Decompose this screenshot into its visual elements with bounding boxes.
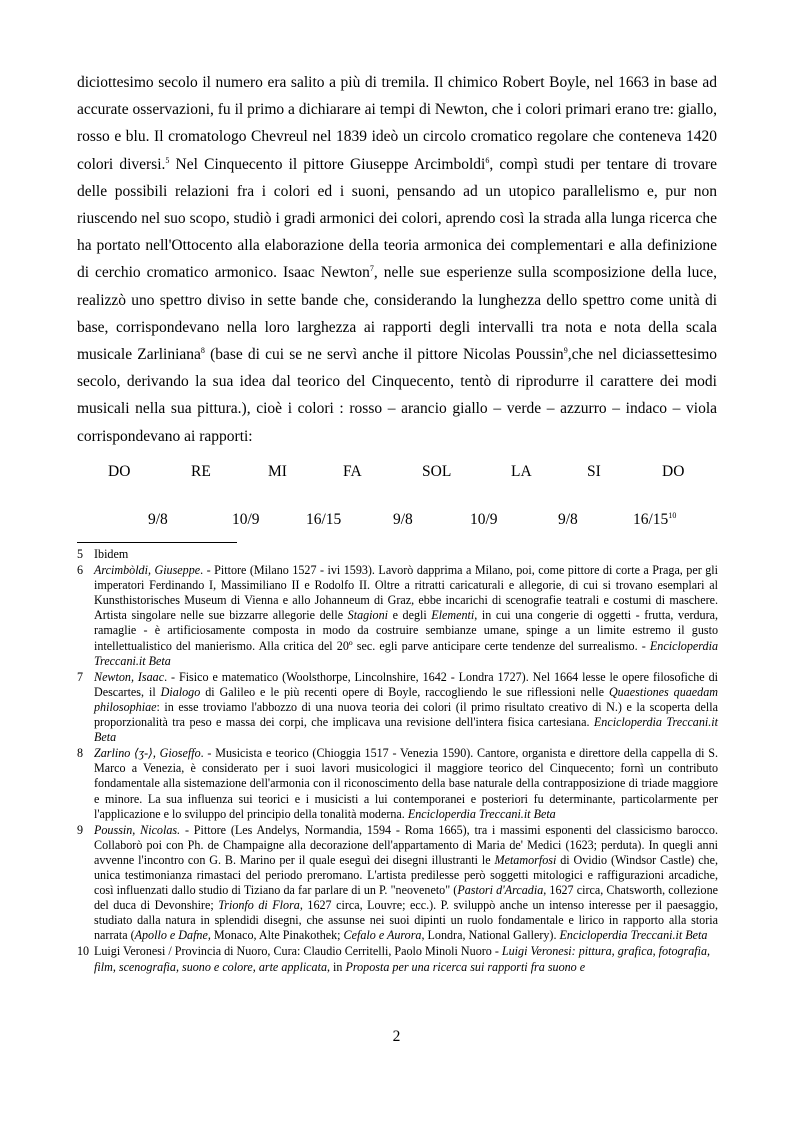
note-label: MI bbox=[268, 463, 287, 480]
footnote-ref-6[interactable]: 6 bbox=[485, 155, 490, 165]
footnote-ref-9[interactable]: 9 bbox=[563, 345, 568, 355]
footnote-number: 9 bbox=[77, 822, 84, 837]
footnote-10 bbox=[77, 944, 718, 974]
footnote-number: 10 bbox=[77, 944, 90, 959]
italic-title: Proposta per una ricerca sui rapporti fra suono e bbox=[345, 959, 586, 974]
footnote-number: 6 bbox=[77, 563, 84, 578]
footnote-text bbox=[94, 944, 718, 974]
note-label: DO bbox=[662, 463, 685, 480]
ratio-label: 10/9 bbox=[232, 511, 260, 528]
italic-title: Stagioni bbox=[347, 608, 388, 623]
italic-title: Metamorfosi bbox=[494, 852, 557, 867]
footnote-separator bbox=[77, 542, 237, 543]
text-run: , in bbox=[327, 959, 346, 974]
text-run: , Monaco, Alte Pinakothek; bbox=[207, 928, 344, 943]
body-paragraph bbox=[77, 69, 717, 450]
text-run: , 1627 circa, Louvre; ecc.). P. sviluppò anche un intenso interesse per il paesaggio, studiato dalla natura in splendidi disegni, che assunse nei suoi dipinti un ruolo fondamentale e lirico in rapporto alla storia narrata ( bbox=[94, 898, 718, 943]
page-number: 2 bbox=[392, 1028, 401, 1045]
text-run: Nel Cinquecento il pittore Giuseppe Arcimboldi bbox=[169, 155, 486, 173]
ratio-label: 9/8 bbox=[393, 511, 413, 528]
text-run: Luigi Veronesi / Provincia di Nuoro, Cura: Claudio Cerritelli, Paolo Minoli Nuoro - bbox=[94, 944, 502, 959]
italic-title: Luigi Veronesi: pittura, grafica, fotografia, film, scenografia, suono e colore, arte applicata bbox=[94, 944, 711, 974]
note-label: FA bbox=[343, 463, 362, 480]
text-run: . - Fisico e matematico (Woolsthorpe, Lincolnshire, 1642 - Londra 1727). Nel 1664 lesse le opere filosofiche di Descartes, il bbox=[94, 669, 718, 699]
text-run: - Pittore (Les Andelys, Normandia, 1594 - Roma 1665), tra i massimi esponenti del classicismo barocco. Collaborò poi con Ph. de Champaigne alla decorazione dell'appartamento di Maria de' Medici (1623; perduta). In quegli anni avvenne l'incontro con G. B. Marino per il quale eseguì dei disegni illustranti le bbox=[94, 822, 718, 867]
italic-title: Elementi bbox=[431, 608, 475, 623]
note-label: SI bbox=[587, 463, 601, 480]
footnote-9 bbox=[77, 823, 718, 944]
entry-name: Zarlino ⟨ʒ-⟩, Gioseffo bbox=[94, 746, 201, 761]
footnote-5 bbox=[77, 547, 718, 562]
source-citation: Encicloperdia Treccani.it Beta bbox=[94, 715, 719, 745]
ratio-label: 9/8 bbox=[558, 511, 578, 528]
footnote-text bbox=[94, 670, 718, 745]
footnote-ref-5[interactable]: 5 bbox=[165, 155, 170, 165]
italic-title: Quaestiones quaedam philosophiae bbox=[94, 684, 719, 714]
ratio-label: 10/9 bbox=[470, 511, 498, 528]
text-run: , in cui una congerie di oggetti - frutta, verdura, ramaglie - è artificiosamente composta in modo da costruire sembianze umane, spinge a un limite estremo il gusto intellettualistico del manierismo. Alla critica del 20º sec. egli parve anticipare certe tendenze del surrealismo. - bbox=[94, 608, 718, 653]
text-run: , 1627 circa, Chatsworth, collezione del duca di Devonshire; bbox=[94, 883, 719, 913]
source-citation: Encicloperdia Treccani.it Beta bbox=[407, 806, 556, 821]
footnote-number: 7 bbox=[77, 669, 84, 684]
body-text bbox=[77, 69, 717, 450]
italic-title: Cefalo e Aurora bbox=[343, 928, 422, 943]
source-citation: Encicloperdia Treccani.it Beta bbox=[94, 638, 718, 668]
footnote-8 bbox=[77, 746, 718, 821]
footnote-ref-10[interactable]: 10 bbox=[668, 510, 677, 520]
note-label: DO bbox=[108, 463, 131, 480]
footnote-text bbox=[94, 823, 718, 944]
footnote-text bbox=[94, 563, 718, 669]
ratio-label: 16/15 bbox=[306, 511, 342, 528]
footnote-text: Ibidem bbox=[94, 547, 129, 561]
note-label: RE bbox=[191, 463, 211, 480]
text-run: di Ovidio (Windsor Castle) che, unica testimonianza rimastaci del periodo preromano. L'artista predilesse però soggetti mitologici e raffigurazioni arcadiche, così influenzati dallo studio di Tiziano da far parlare di un P. "neoveneto" ( bbox=[94, 852, 718, 898]
ratio-label: 9/8 bbox=[148, 511, 168, 528]
italic-title: Trionfo di Flora bbox=[218, 898, 300, 913]
text-run: , Londra, National Gallery). bbox=[421, 928, 560, 943]
text-run: ,che nel diciassettesimo secolo, derivando la sua idea dal teorico del Cinquecento, tentò di riprodurre il carattere dei modi musicali nella sua pittura.), cioè i colori : rosso – arancio giallo – verde – azzurro – indaco – viola corrispondevano ai rapporti: bbox=[77, 346, 717, 445]
italic-title: Dialogo bbox=[160, 684, 201, 699]
entry-name: Arcimbòldi, Giuseppe bbox=[94, 563, 201, 578]
text-run: , compì studi per tentare di trovare delle possibili relazioni fra i colori ed i suoni, pensando ad un utopico parallelismo e, pur non riuscendo nel suo scopo, studiò i gradi armonici dei colori, aprendo così la strada alla lunga ricerca che ha portato nell'Ottocento alla elaborazione della teoria armonica dei complementari e alla definizione di cerchio cromatico armonico. Isaac Newton bbox=[77, 155, 717, 282]
footnote-text bbox=[94, 746, 718, 821]
ratio-text: 16/15 bbox=[633, 511, 669, 528]
text-run: . - Musicista e teorico (Chioggia 1517 - Venezia 1590). Cantore, organista e direttore della cappella di S. Marco a Venezia, è considerato per i suoi lavori musicologici il maggiore teorico del Cinquecento; fornì un contributo fondamentale alla sistemazione dell'armonia con il riconoscimento della base naturale della contrapposizione di triade maggiore e minore. La sua influenza sui teorici e i musicisti a lui contemporanei e posteriori fu determinante, particolarmente per l'applicazione e lo sviluppo del principio della tonalità moderna. bbox=[94, 746, 718, 821]
text-run: (base di cui se ne servì anche il pittore Nicolas Poussin bbox=[204, 346, 564, 364]
footnote-number: 5 bbox=[77, 547, 84, 561]
note-label: LA bbox=[511, 463, 532, 480]
italic-title: Apollo e Dafne bbox=[134, 928, 208, 943]
text-run: e degli bbox=[388, 608, 432, 623]
entry-name: Poussin, Nicolas. bbox=[94, 822, 181, 837]
text-run: , nelle sue esperienze sulla scomposizione della luce, realizzò uno spettro diviso in sette bande che, considerando la lunghezza dello spettro come unità di base, corrispondevano nella loro larghezza ai rapporti degli intervalli tra nota e nota della scala musicale Zarliniana bbox=[77, 264, 717, 364]
text-run: di Galileo e le più recenti opere di Boyle, raccogliendo le sue riflessioni nelle bbox=[200, 684, 609, 699]
note-label: SOL bbox=[422, 463, 452, 480]
footnote-7 bbox=[77, 670, 718, 745]
footnote-ref-7[interactable]: 7 bbox=[369, 264, 374, 274]
text-run: diciottesimo secolo il numero era salito a più di tremila. Il chimico Robert Boyle, nel 1663 in base ad accurate osservazioni, fu il primo a dichiarare ai tempi di Newton, che i colori primari erano tre: giallo, rosso e blu. Il cromatologo Chevreul nel 1839 ideò un circolo cromatico regolare che conteneva 1420 colori diversi. bbox=[77, 74, 717, 173]
text-run: . - Pittore (Milano 1527 - ivi 1593). Lavorò dapprima a Milano, poi, come pittore di corte a Praga, per gli imperatori Ferdinando I, Massimiliano II e Rodolfo II. Oltre a ritratti caricaturali e allegorie, di cui si trovano esemplari al Kunsthistorisches Museum di Vienna e allo Johanneum di Graz, ebbe incarichi di scenografie teatrali e costumi di maschere. Artista singolare nelle sue bizzarre allegorie delle bbox=[94, 563, 718, 623]
text-run: : in esse troviamo l'abbozzo di una nuova teoria dei colori (il primo risultato creativo di N.) e la scoperta della proporzionalità tra peso e massa dei corpi, che implicava una revisione dell'intera fisica cartesiana. bbox=[94, 699, 718, 730]
footnote-number: 8 bbox=[77, 746, 84, 761]
ratio-label bbox=[633, 511, 676, 529]
footnotes bbox=[77, 547, 718, 976]
source-citation: Encicloperdia Treccani.it Beta bbox=[559, 928, 708, 943]
footnote-6 bbox=[77, 563, 718, 669]
footnote-ref-8[interactable]: 8 bbox=[200, 345, 205, 355]
italic-title: Pastori d'Arcadia bbox=[457, 883, 544, 898]
entry-name: Newton, Isaac bbox=[94, 669, 165, 684]
